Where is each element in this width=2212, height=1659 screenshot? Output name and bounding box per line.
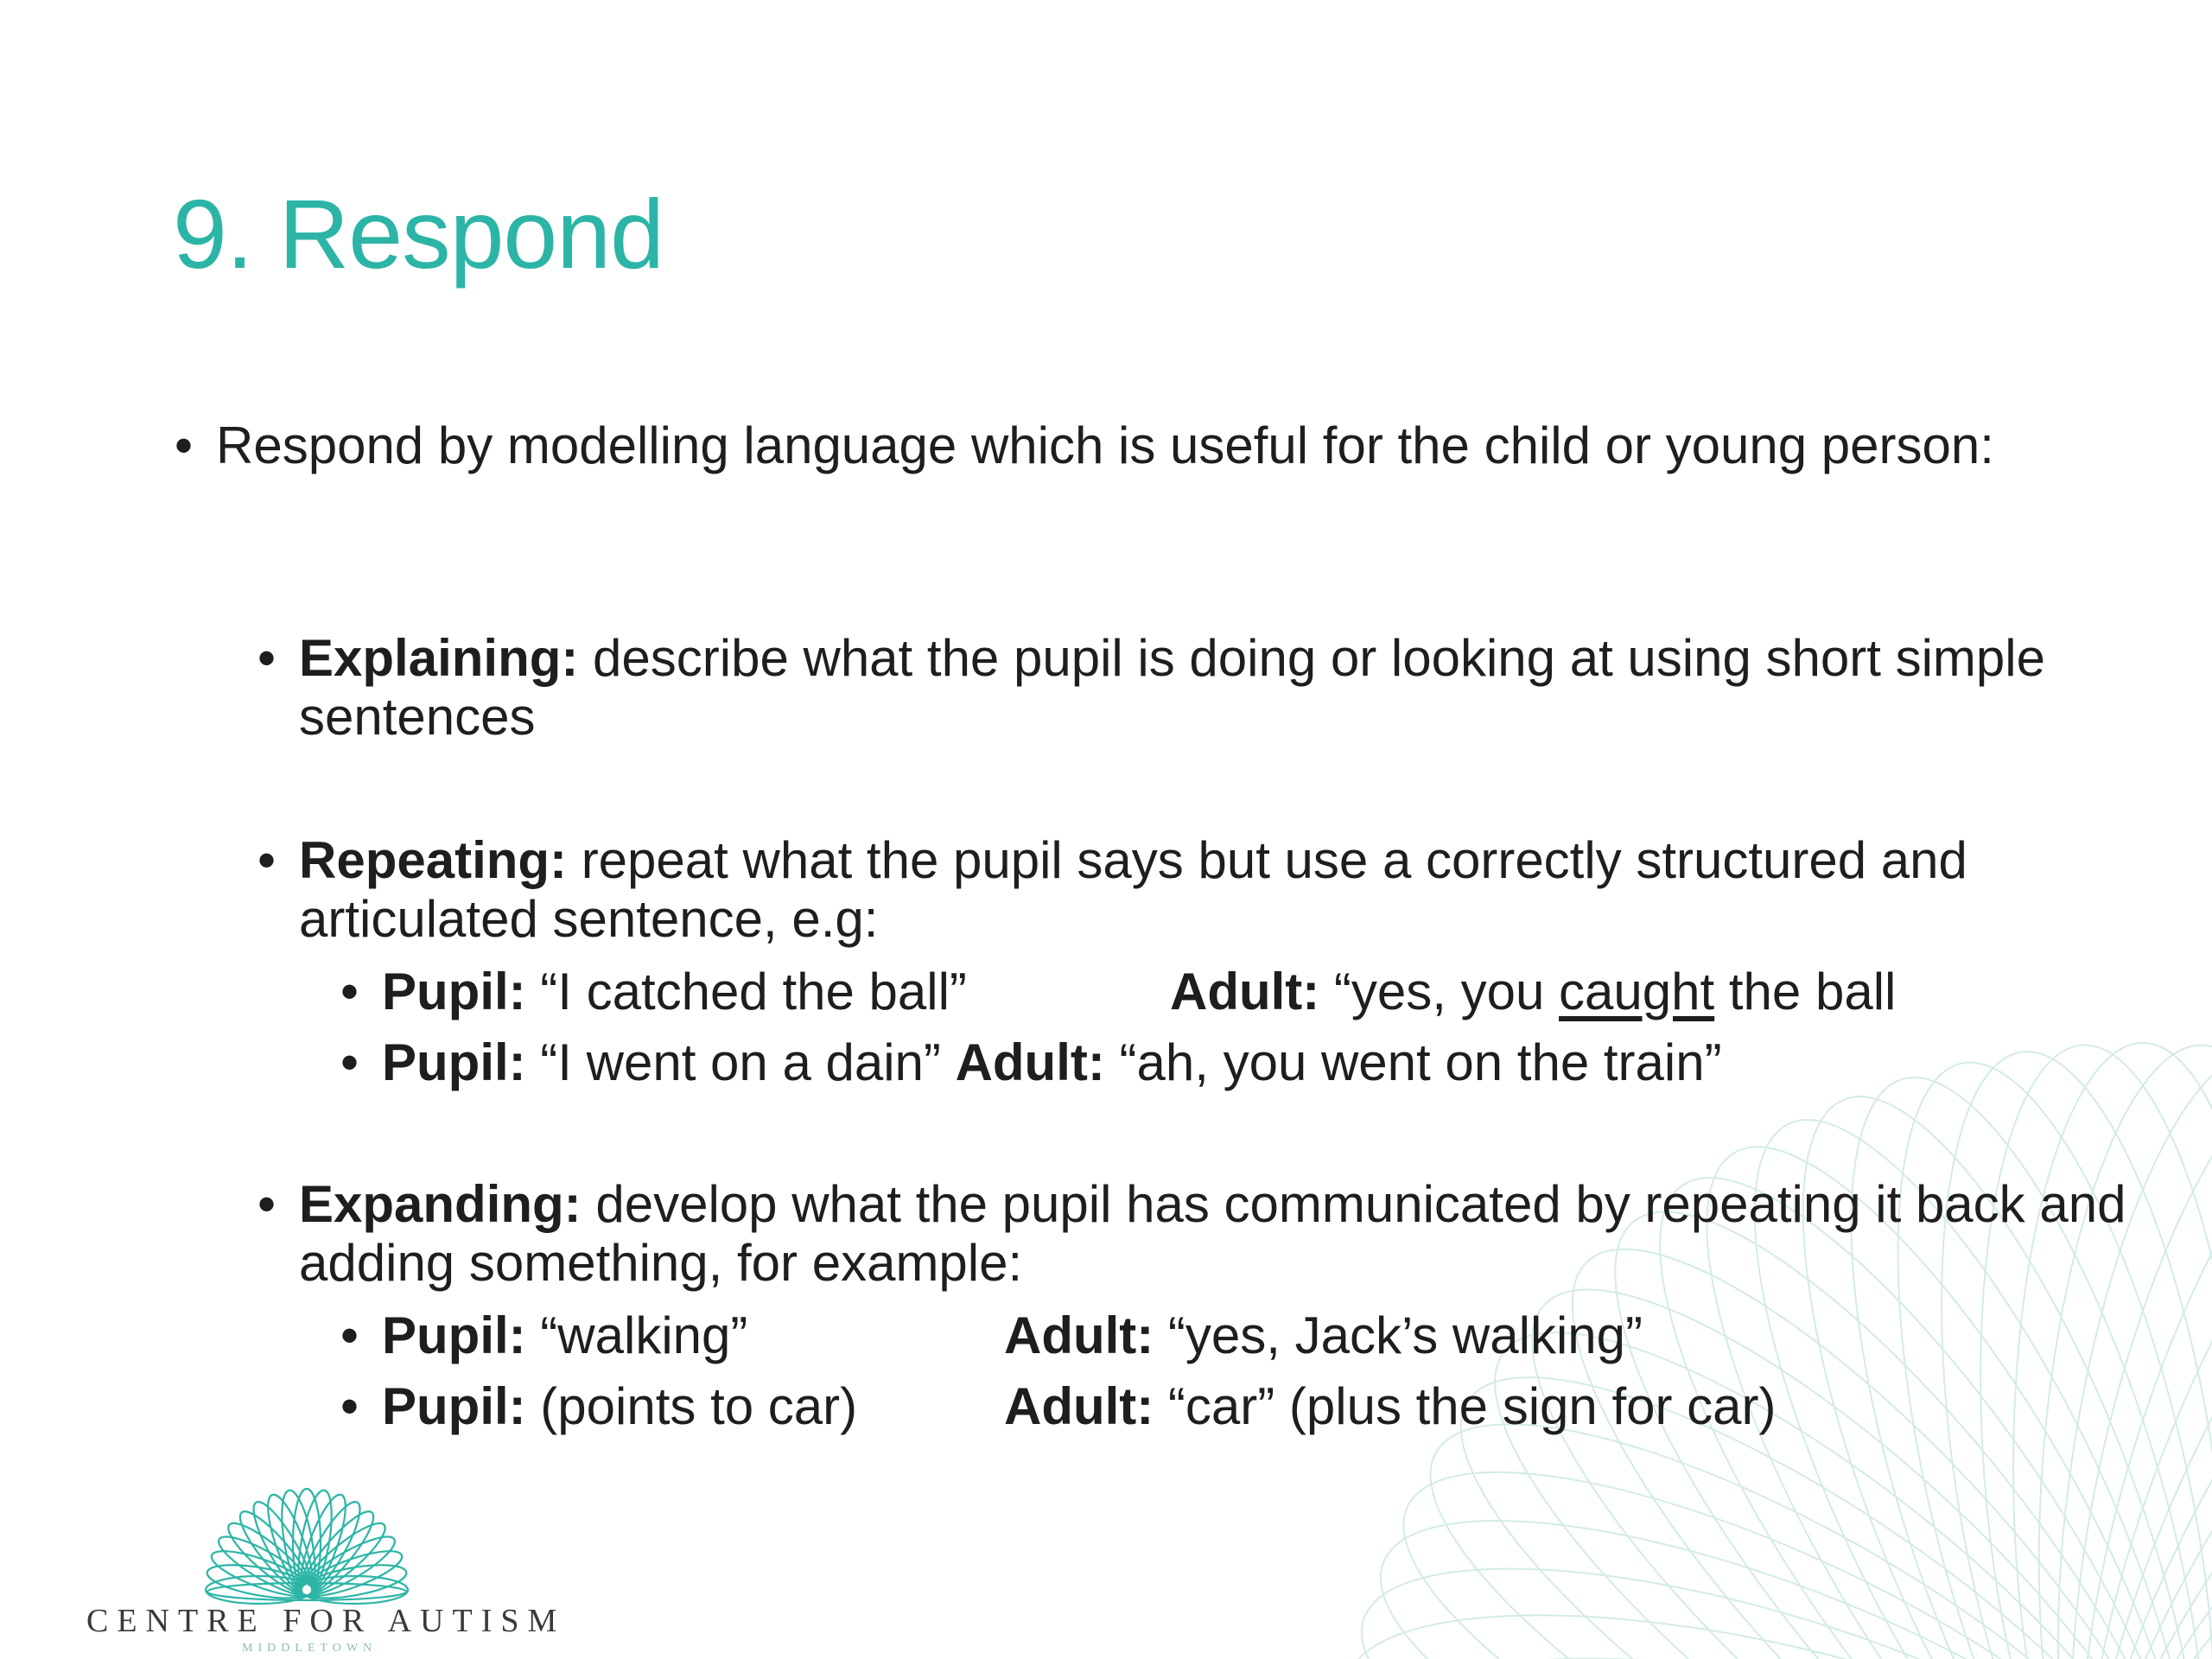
repeating-example-2: [340, 1033, 1722, 1092]
slide-title: 9. Respond: [173, 180, 664, 289]
bullet-dot: •: [257, 831, 276, 889]
bullet-expanding: [257, 1175, 2131, 1293]
spiro-petal: [2009, 1052, 2212, 1659]
spiro-petal: [1778, 1041, 2212, 1659]
bullet-dot: •: [340, 1033, 359, 1091]
adult-text: “yes, Jack’s walking”: [1154, 1306, 1643, 1364]
pupil-label: Pupil:: [382, 1033, 526, 1091]
spiro-petal: [1337, 1441, 2212, 1659]
explaining-text: describe what the pupil is doing or looking at using short simple sentences: [299, 629, 2045, 746]
repeating-text: repeat what the pupil says but use a correctly structured and articulated sentence, e.g:: [299, 831, 1967, 948]
spiro-petal: [2013, 1043, 2212, 1659]
spiro-petal: [2009, 1041, 2212, 1659]
expanding-text: develop what the pupil has communicated by repeating it back and adding something, for example:: [299, 1175, 2126, 1292]
adult-label: Adult:: [1170, 963, 1320, 1020]
logo-subtitle: MIDDLETOWN: [242, 1642, 378, 1655]
logo-name: CENTRE FOR AUTISM: [86, 1603, 566, 1639]
adult-label: Adult:: [955, 1033, 1105, 1091]
pupil-label: Pupil:: [382, 1306, 526, 1364]
adult-text-after: the ball: [1714, 963, 1897, 1020]
adult-label: Adult:: [1004, 1306, 1154, 1364]
bullet-repeating: [257, 831, 2096, 949]
adult-response: [1004, 1306, 1643, 1365]
pupil-text: (points to car): [525, 1377, 858, 1435]
spiro-petal: [2035, 1249, 2212, 1659]
spiro-petal: [2089, 1611, 2212, 1659]
bullet-dot: •: [257, 629, 276, 687]
explaining-term: Explaining:: [299, 629, 579, 687]
bullet-dot: •: [175, 416, 194, 474]
adult-label: Adult:: [1004, 1377, 1154, 1435]
spiro-petal: [2009, 1034, 2212, 1659]
spiro-petal: [2011, 1068, 2212, 1659]
adult-response: [1170, 963, 1896, 1021]
logo-base: [207, 1583, 406, 1600]
expanding-example-1: [340, 1306, 1643, 1365]
repeating-example-1: [340, 963, 1897, 1021]
spiro-petal: [2041, 1294, 2212, 1659]
bullet-intro: [175, 416, 2074, 475]
spiro-petal: [2071, 1497, 2212, 1659]
spiro-petal: [1953, 1035, 2212, 1659]
spiro-petal: [1325, 1497, 2212, 1659]
adult-text: “car” (plus the sign for car): [1154, 1377, 1777, 1435]
spiro-petal: [2063, 1441, 2212, 1659]
pupil-text: “I catched the ball”: [525, 963, 967, 1020]
spiro-petal: [1672, 1068, 2212, 1659]
adult-response: [1004, 1377, 1776, 1436]
pupil-label: Pupil:: [382, 1377, 526, 1435]
pupil-text: “walking”: [525, 1306, 748, 1364]
expanding-example-2: [340, 1377, 1777, 1436]
bullet-dot: •: [340, 1306, 359, 1364]
spiro-petal: [1319, 1553, 2206, 1659]
spiro-petal: [2013, 1088, 2212, 1659]
bullet-dot: •: [340, 963, 359, 1020]
spiro-petal: [2055, 1389, 2212, 1659]
bullet-explaining: [257, 629, 2096, 747]
adult-text-underlined: caught: [1559, 963, 1715, 1020]
bullet-dot: •: [340, 1377, 359, 1435]
spiro-petal: [1318, 1611, 2196, 1659]
repeating-term: Repeating:: [299, 831, 568, 889]
spiro-petal: [2048, 1340, 2212, 1659]
spiro-petal: [1893, 1033, 2212, 1659]
spiro-petal: [1623, 1088, 2212, 1659]
spiro-petal: [2080, 1553, 2212, 1659]
adult-text-before: “yes, you: [1319, 963, 1560, 1020]
intro-text: Respond by modelling language which is useful for the child or young person:: [216, 416, 1994, 474]
expanding-term: Expanding:: [299, 1175, 582, 1233]
pupil-text: “I went on a dain”: [525, 1033, 956, 1091]
spiro-petal: [2011, 1035, 2212, 1659]
adult-text: “ah, you went on the train”: [1104, 1033, 1722, 1091]
bullet-dot: •: [257, 1175, 276, 1233]
spiro-petal: [1724, 1052, 2212, 1659]
spiro-petal: [1834, 1034, 2212, 1659]
pupil-label: Pupil:: [382, 963, 526, 1020]
spiro-petal: [2010, 1033, 2212, 1659]
